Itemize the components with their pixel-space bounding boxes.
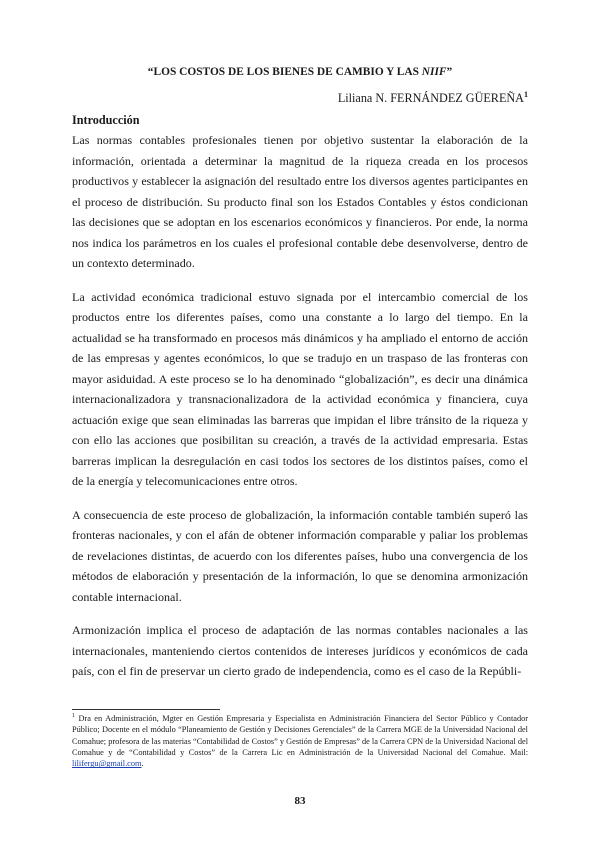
footnote-text: Dra en Administración, Mgter en Gestión Empresaria y Especialista en Administración Financiera del Sector Público y Contador Público; Docente en el módulo “Planeamiento de Gestión y Decisiones Gerenciales” de la Carrera MGE de la Universidad Nacional del Comahue; profesora de las materias “Contabilidad de Costos” y Gestión de Empresas” de la Carrera CPN de la Universidad Nacional del Comahue y de “Contabilidad y Costos” de la Carrera Lic en Administración de la Universidad Nacional del Comahue. Mail: — [72, 713, 529, 757]
title-close-quote: ” — [446, 66, 453, 78]
footnote-mark: 1 — [72, 713, 75, 719]
author-line — [72, 87, 528, 106]
title-acronym: NIIF — [421, 66, 447, 78]
footnote-divider — [72, 709, 220, 710]
paragraph-1: Las normas contables profesionales tienen por objetivo sustentar la elaboración de la información, orientada a determinar la magnitud de la riqueza creada en los procesos productivos y establecer la asignación del resultado entre los diversos agentes participantes en el proceso de distribución. Su producto final son los Estados Contables y éstos condicionan las decisiones que se adoptan en los escenarios económicos y financieros. Por ende, la norma nos indica los parámetros en los cuales el profesional contable debe desenvolverse, dentro de un contexto determinado. — [72, 133, 528, 271]
paragraph-4: Armonización implica el proceso de adaptación de las normas contables nacionales a las internacionales, manteniendo ciertos contenidos de intereses jurídicos y económicos de cada país, con el fin de preservar un cierto grado de independencia, como es el caso de la Repúbli- — [72, 623, 528, 679]
footnote — [72, 711, 528, 770]
section-heading: Introducción — [72, 113, 140, 128]
author-name: Liliana N. FERNÁNDEZ GÜEREÑA — [337, 91, 524, 106]
email-link[interactable]: lilifergu@gmail.com — [72, 759, 142, 769]
paragraph-3: A consecuencia de este proceso de globalización, la información contable también superó las fronteras nacionales, y con el afán de obtener información comparable y paliar los problemas de revelaciones distintas, de acuerdo con los diferentes países, hubo una convergencia de los métodos de elaboración y presentación de la información, lo que se denomina armonización contable internacional. — [72, 507, 528, 604]
title-text: “LOS COSTOS DE LOS BIENES DE CAMBIO Y LAS — [147, 66, 422, 78]
author-footnote-mark: 1 — [524, 90, 528, 99]
page-number: 83 — [294, 795, 306, 807]
footnote-end: . — [141, 759, 144, 769]
paragraph-2: La actividad económica tradicional estuvo signada por el intercambio comercial de los productos entre los diferentes países, como una constante a lo largo del tiempo. En la actualidad se ha transformado en procesos más dinámicos y ha ampliado el entorno de acción de las empresas y agentes económicos, lo que se tradujo en un traspaso de las fronteras con mayor asiduidad. A este proceso se lo ha denominado “globalización”, es decir una dinámica internacionalizadora y transnacionalizadora de la actividad económica y financiera, cuya actuación exige que sean eliminadas las barreras que impidan el libre tránsito de la riqueza y con ello las acciones que posibilitan su creación, a través de la actividad empresaria. Estas barreras implican la desregulación en casi todos los sectores de los distintos países, como el de la energía y telecomunicaciones entre otros. — [72, 289, 528, 489]
document-title — [72, 64, 528, 81]
document-page — [72, 64, 528, 682]
